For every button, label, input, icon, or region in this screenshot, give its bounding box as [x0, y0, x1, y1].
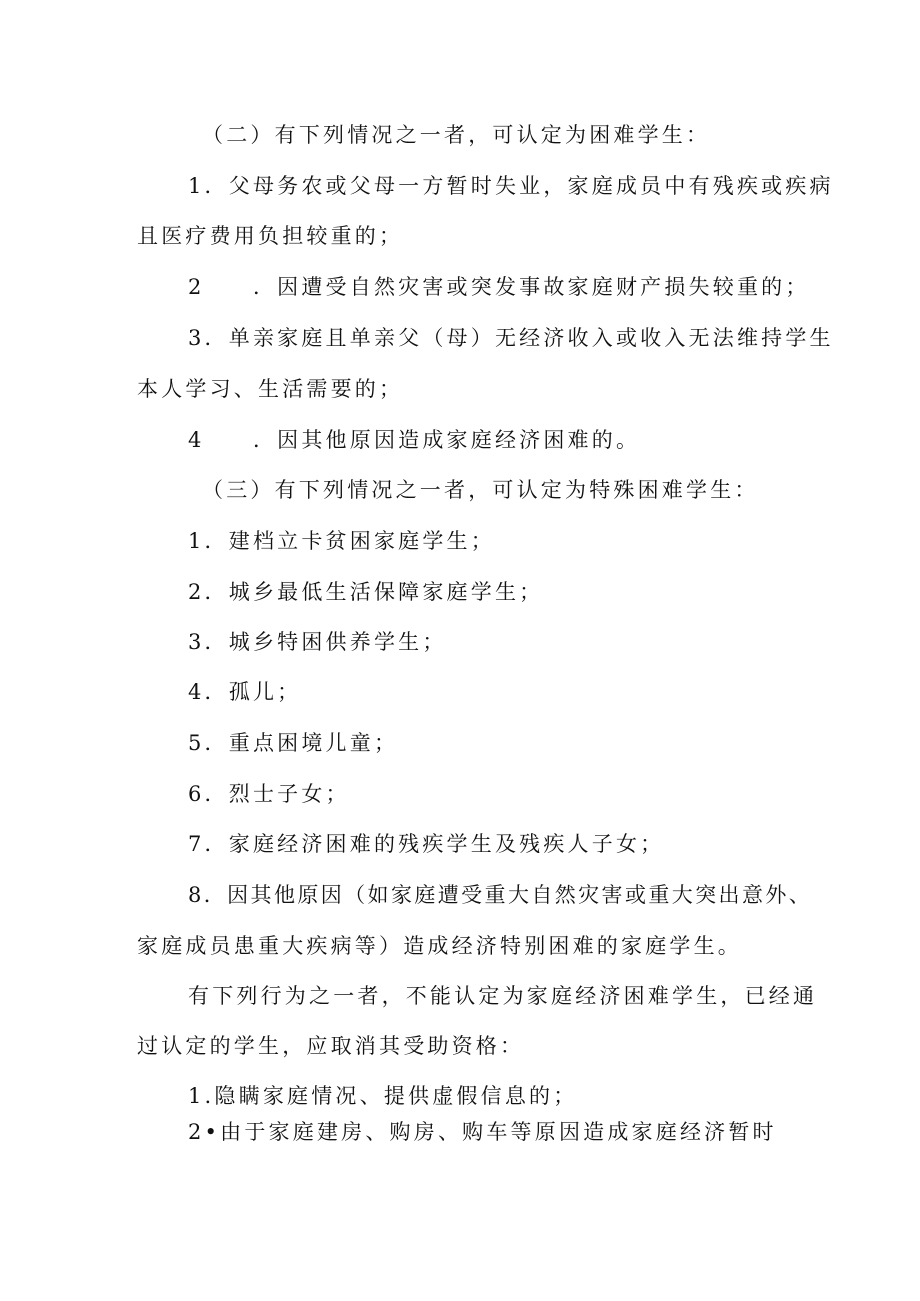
- list-item-2-3: 3．单亲家庭且单亲父（母）无经济收入或收入无法维持学生: [188, 326, 834, 350]
- list-item-2-1-cont: 且医疗费用负担较重的；: [137, 224, 404, 248]
- list-item-2-3-cont: 本人学习、生活需要的；: [137, 377, 404, 401]
- list-item-3-7: 7．家庭经济困难的残疾学生及残疾人子女；: [188, 832, 665, 856]
- list-item-3-6: 6．烈士子女；: [188, 782, 350, 806]
- list-item-3-4: 4．孤儿；: [188, 680, 302, 704]
- paragraph-disqualify: 有下列行为之一者，不能认定为家庭经济困难学生，已经通: [188, 984, 818, 1008]
- list-item-3-2: 2．城乡最低生活保障家庭学生；: [188, 580, 544, 604]
- list-item-3-3: 3．城乡特困供养学生；: [188, 630, 447, 654]
- list-item-2-2: 2 ．因遭受自然灾害或突发事故家庭财产损失较重的；: [188, 275, 810, 299]
- list-item-4-2: 2•由于家庭建房、购房、购车等原因造成家庭经济暂时: [188, 1120, 777, 1144]
- list-item-3-8-cont: 家庭成员患重大疾病等）造成经济特别困难的家庭学生。: [137, 934, 742, 958]
- section-heading-3: （三）有下列情况之一者，可认定为特殊困难学生：: [202, 478, 759, 502]
- list-item-3-8: 8．因其他原因（如家庭遭受重大自然灾害或重大突出意外、: [188, 883, 813, 907]
- list-item-4-1: 1.隐瞒家庭情况、提供虚假信息的；: [188, 1084, 578, 1108]
- list-item-2-4: 4 ．因其他原因造成家庭经济困难的。: [188, 428, 641, 452]
- paragraph-disqualify-cont: 过认定的学生，应取消其受助资格：: [137, 1034, 525, 1058]
- list-item-3-5: 5．重点困境儿童；: [188, 731, 399, 755]
- list-item-3-1: 1．建档立卡贫困家庭学生；: [188, 529, 495, 553]
- list-item-2-1: 1．父母务农或父母一方暂时失业，家庭成员中有残疾或疾病: [188, 174, 834, 198]
- section-heading-2: （二）有下列情况之一者，可认定为困难学生：: [202, 123, 711, 147]
